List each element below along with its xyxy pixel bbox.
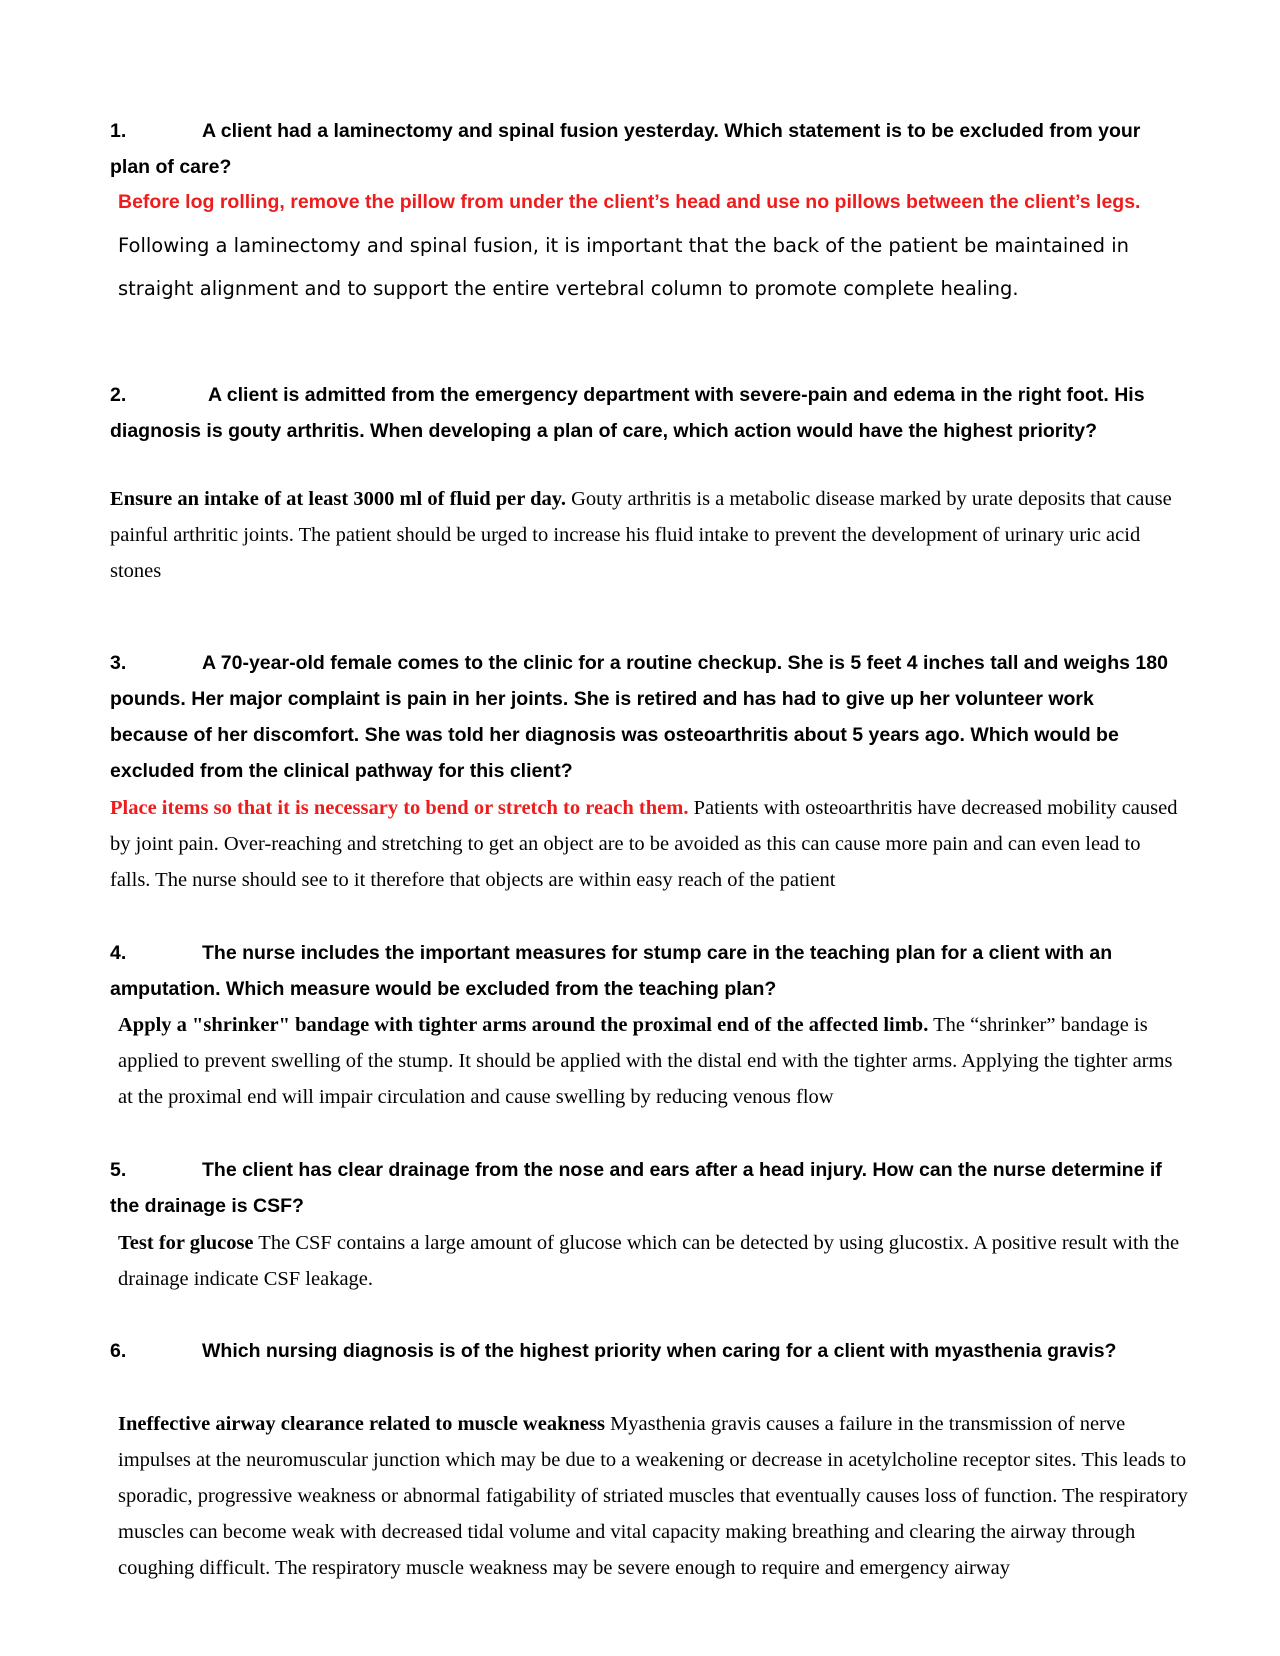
- question-text: Which nursing diagnosis is of the highest priority when caring for a client with myasthenia gravis?: [202, 1340, 1117, 1362]
- answer-2: [110, 481, 1185, 589]
- answer-1: [118, 180, 1178, 310]
- answer-explanation: Gouty arthritis is a metabolic disease marked by urate deposits that cause painful arthritic joints. The patient should be urged to increase his fluid intake to prevent the development of urinary uric acid stones: [110, 488, 1172, 582]
- answer-explanation: The CSF contains a large amount of glucose which can be detected by using glucostix. A positive result with the drainage indicate CSF leakage.: [118, 1232, 1180, 1290]
- answer-4: [118, 1007, 1188, 1115]
- question-1: [110, 113, 1170, 185]
- answer-key: Before log rolling, remove the pillow from under the client’s head and use no pillows between the client’s legs.: [118, 191, 1141, 213]
- question-text: A client had a laminectomy and spinal fusion yesterday. Which statement is to be excluded from your plan of care?: [110, 120, 1141, 178]
- answer-explanation: Myasthenia gravis causes a failure in the transmission of nerve impulses at the neuromuscular junction which may be due to a weakening or decrease in acetylcholine receptor sites. This leads to sporadic, progressive weakness or abnormal fatigability of striated muscles that eventually causes loss of function. The respiratory muscles can become weak with decreased tidal volume and vital capacity making breathing and clearing the airway through coughing difficult. The respiratory muscle weakness may be severe enough to require and emergency airway: [118, 1413, 1188, 1579]
- answer-key: Ensure an intake of at least 3000 ml of fluid per day.: [110, 488, 566, 510]
- answer-explanation: The “shrinker” bandage is applied to prevent swelling of the stump. It should be applied with the distal end with the tighter arms. Applying the tighter arms at the proximal end will impair circulation and cause swelling by reducing venous flow: [118, 1014, 1173, 1108]
- question-5: [110, 1152, 1170, 1224]
- question-number: 4.: [110, 942, 127, 964]
- answer-key: Place items so that it is necessary to bend or stretch to reach them.: [110, 797, 689, 819]
- answer-5: [118, 1225, 1188, 1297]
- question-text: A 70-year-old female comes to the clinic for a routine checkup. She is 5 feet 4 inches tall and weighs 180 pounds. Her major complaint is pain in her joints. She is retired and has had to give up her volunteer work because of her discomfort. She was told her diagnosis was osteoarthritis about 5 years ago. Which would be excluded from the clinical pathway for this client?: [110, 652, 1168, 782]
- question-number: 3.: [110, 652, 127, 674]
- answer-key: Apply a "shrinker" bandage with tighter arms around the proximal end of the affected limb.: [118, 1014, 929, 1036]
- answer-3: [110, 790, 1185, 898]
- question-number: 6.: [110, 1340, 127, 1362]
- question-text: The nurse includes the important measures for stump care in the teaching plan for a client with an amputation. Which measure would be excluded from the teaching plan?: [110, 942, 1113, 1000]
- question-2: [110, 377, 1170, 449]
- question-3: [110, 645, 1170, 789]
- answer-key: Ineffective airway clearance related to muscle weakness: [118, 1413, 605, 1435]
- answer-explanation: Patients with osteoarthritis have decreased mobility caused by joint pain. Over-reaching and stretching to get an object are to be avoided as this can cause more pain and can even lead to falls. The nurse should see to it therefore that objects are within easy reach of the patient: [110, 797, 1178, 891]
- answer-key: Test for glucose: [118, 1232, 254, 1254]
- question-text: The client has clear drainage from the nose and ears after a head injury. How can the nurse determine if the drainage is CSF?: [110, 1159, 1162, 1217]
- question-4: [110, 935, 1170, 1007]
- question-number: 5.: [110, 1159, 127, 1181]
- question-6: [110, 1333, 1170, 1369]
- answer-explanation: Following a laminectomy and spinal fusion, it is important that the back of the patient be maintained in straight alignment and to support the entire vertebral column to promote complete healing.: [118, 234, 1130, 300]
- question-text: A client is admitted from the emergency department with severe-pain and edema in the right foot. His diagnosis is gouty arthritis. When developing a plan of care, which action would have the highest priority?: [110, 384, 1145, 442]
- question-number: 2.: [110, 384, 127, 406]
- question-number: 1.: [110, 120, 127, 142]
- answer-6: [118, 1406, 1188, 1586]
